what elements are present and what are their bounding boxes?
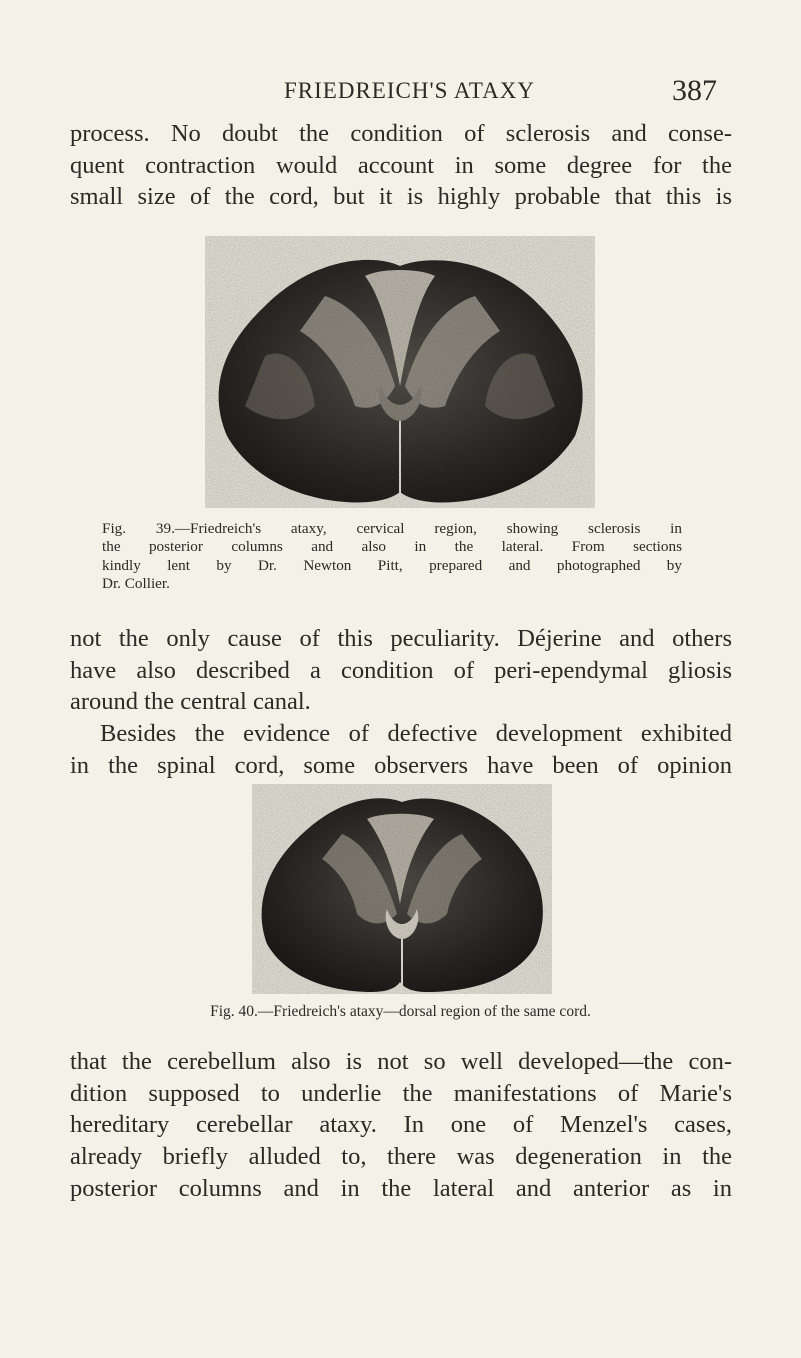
figure-39-image — [205, 236, 595, 508]
text-line: that the cerebellum also is not so well developed—the con- — [70, 1048, 732, 1075]
text-line: posterior columns and in the lateral and anterior as in — [70, 1174, 732, 1202]
text-line: process. No doubt the condition of sclerosis and conse- — [70, 120, 732, 147]
text-line: have also described a condition of peri-ependymal gliosis — [70, 656, 732, 684]
text-line: hereditary cerebellar ataxy. In one of Menzel's cases, — [70, 1111, 732, 1139]
paragraph-4 — [70, 1046, 732, 1205]
text-line: in the spinal cord, some observers have been of opinion — [70, 751, 732, 779]
caption-line: Fig. 39.—Friedreich's ataxy, cervical region, showing sclerosis in — [102, 520, 682, 537]
figure-40-image — [252, 784, 552, 994]
text-line: around the central canal. — [70, 688, 311, 716]
text-line: already briefly alluded to, there was degeneration in the — [70, 1143, 732, 1171]
paragraph-1 — [70, 118, 732, 213]
figure-39-caption — [102, 520, 682, 594]
text-line: not the only cause of this peculiarity. Déjerine and others — [70, 625, 732, 652]
dorsal-cord-section-illustration — [252, 784, 552, 994]
paragraph-2 — [70, 623, 732, 718]
paragraph-3 — [70, 718, 732, 781]
running-title: FRIEDREICH'S ATAXY — [284, 78, 535, 103]
caption-line: kindly lent by Dr. Newton Pitt, prepared and photographed by — [102, 556, 682, 574]
figure-40-caption: Fig. 40.—Friedreich's ataxy—dorsal region of the same cord. — [210, 1003, 591, 1020]
cervical-cord-section-illustration — [205, 236, 595, 508]
page-header — [0, 74, 801, 114]
caption-line: Dr. Collier. — [102, 575, 170, 593]
caption-line: the posterior columns and also in the lateral. From sections — [102, 538, 682, 556]
text-line: dition supposed to underlie the manifestations of Marie's — [70, 1079, 732, 1107]
text-line: Besides the evidence of defective development exhibited — [100, 720, 732, 747]
text-line: small size of the cord, but it is highly probable that this is — [70, 183, 732, 211]
text-line: quent contraction would account in some degree for the — [70, 151, 732, 179]
page-number: 387 — [672, 74, 717, 107]
